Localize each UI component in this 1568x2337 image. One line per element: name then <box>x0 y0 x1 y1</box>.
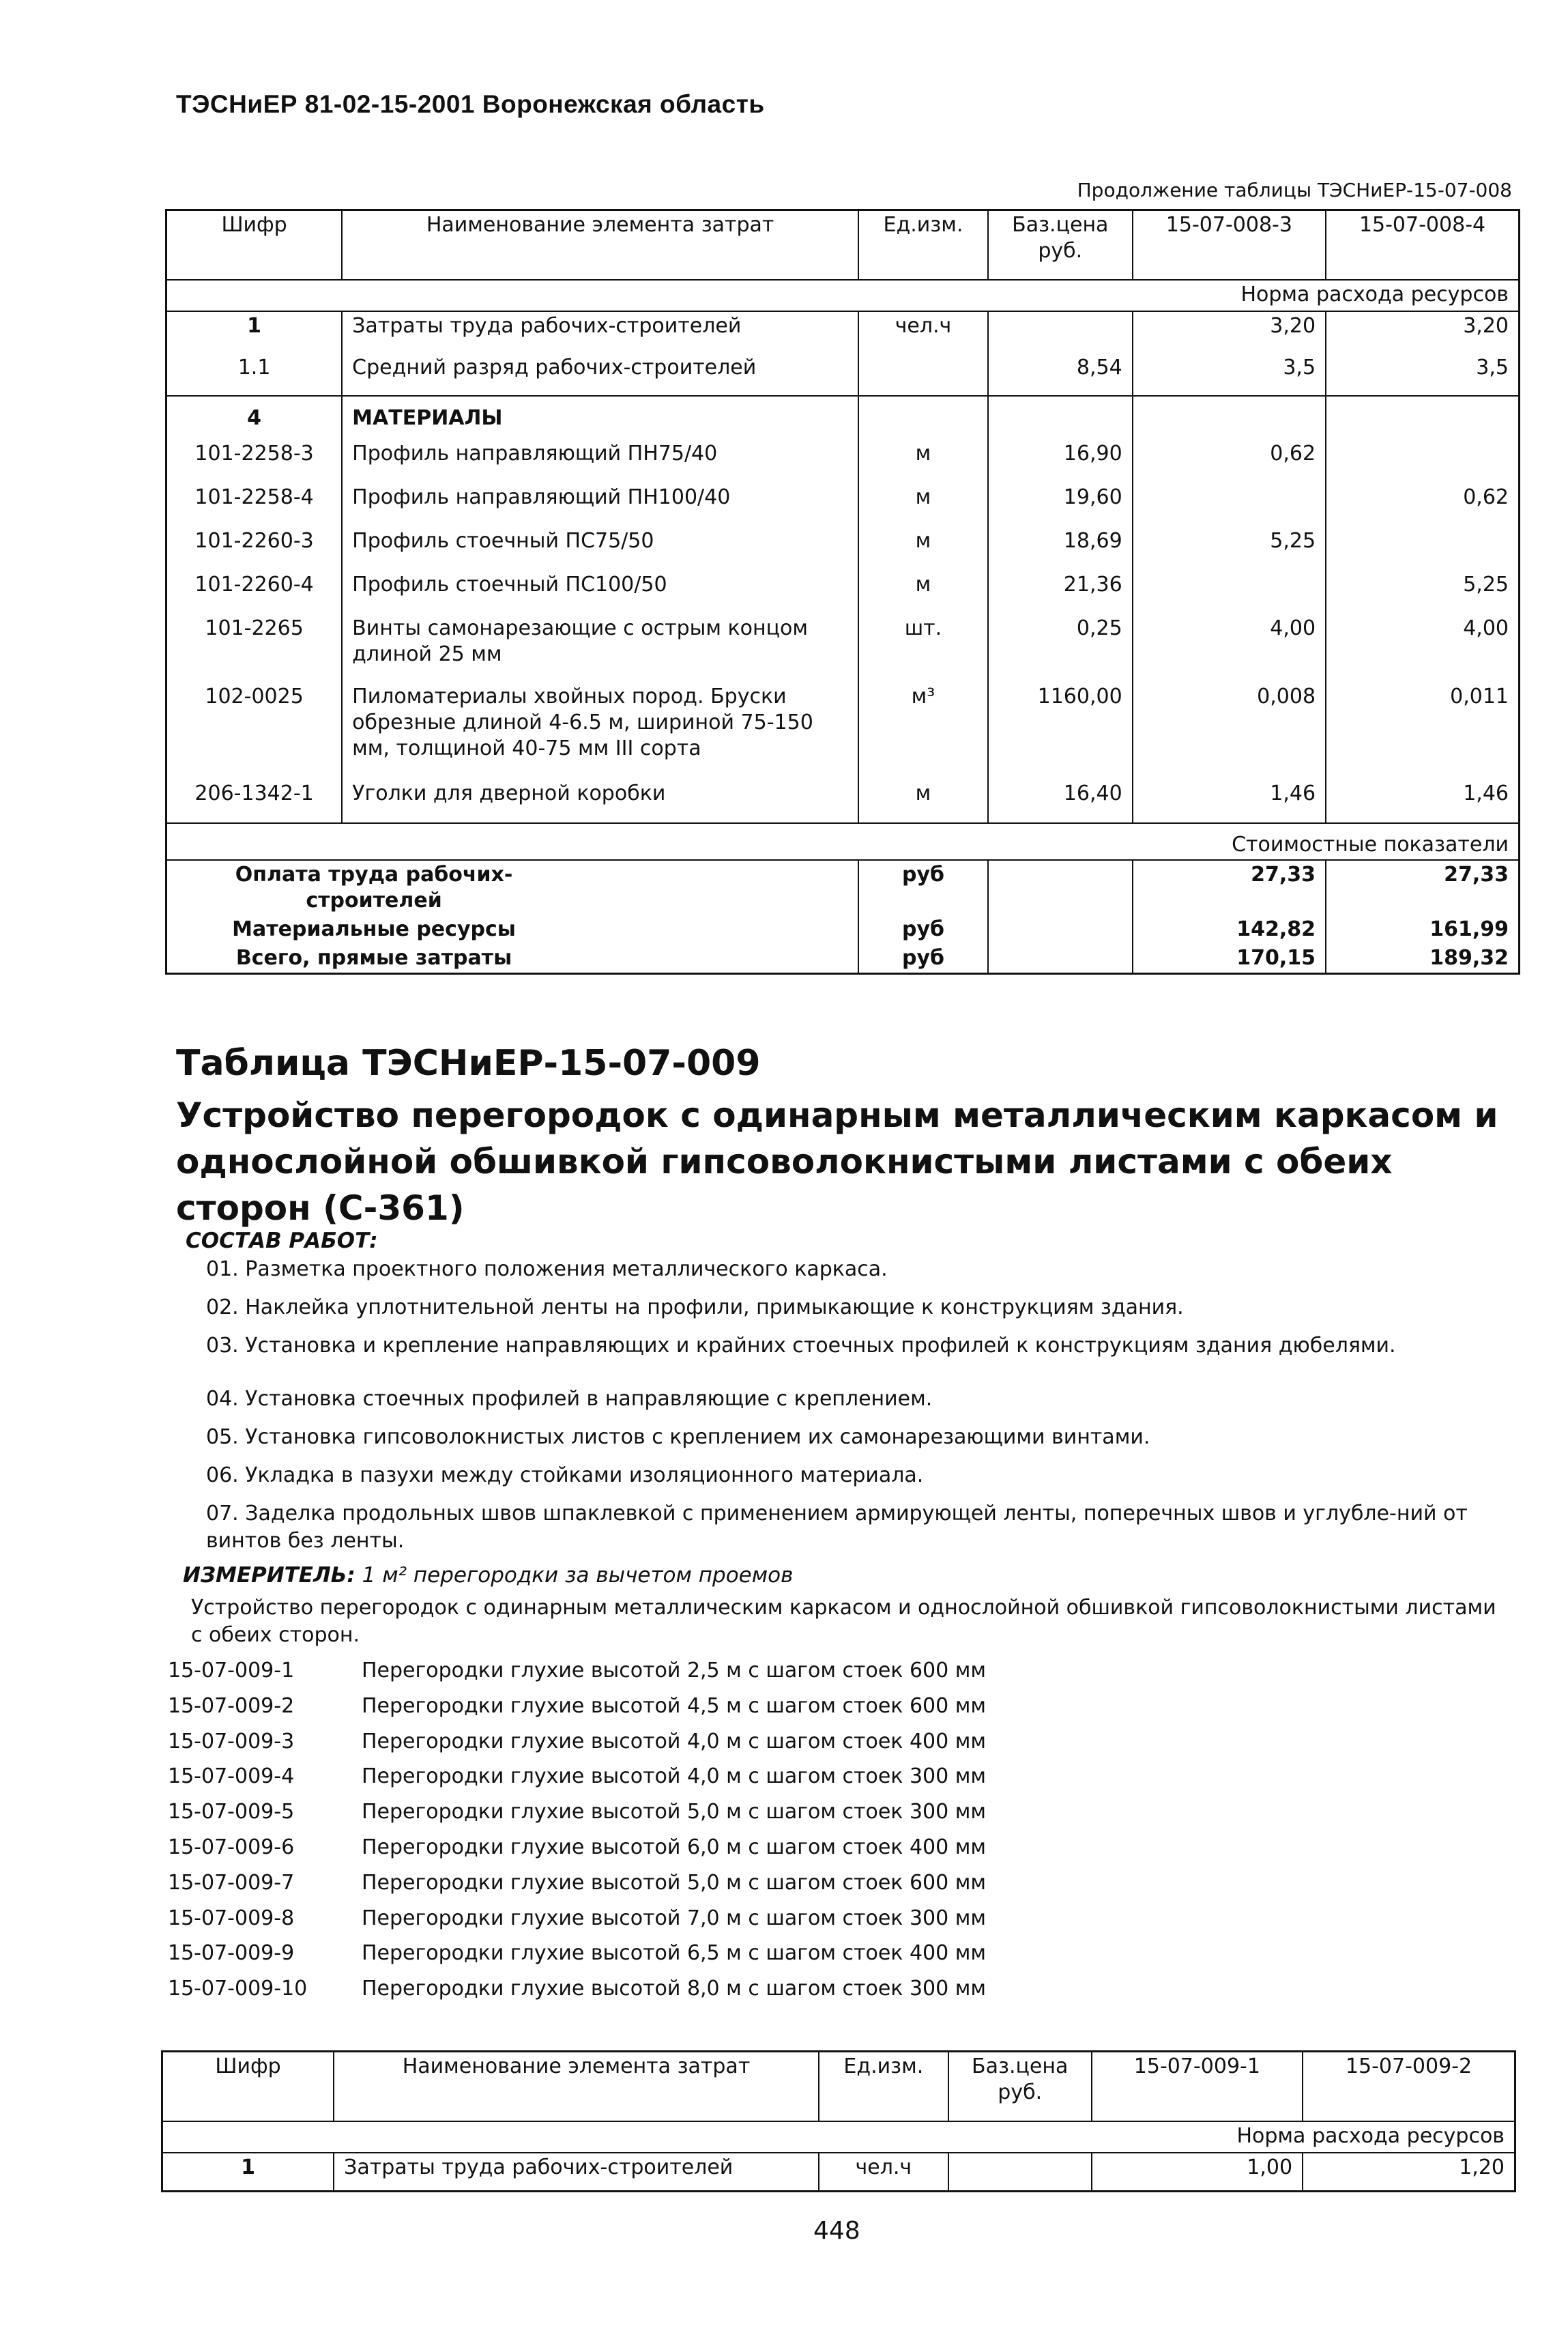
item-text: Перегородки глухие высотой 5,0 м с шагом стоек 600 мм <box>362 1870 986 1895</box>
total-name: Оплата труда рабочих-строителей <box>166 860 859 915</box>
cell-value: 0,62 <box>1326 483 1519 527</box>
cell-value: 5,25 <box>1133 527 1326 571</box>
cell-value: 1,20 <box>1303 2153 1515 2191</box>
section-title: МАТЕРИАЛЫ <box>342 396 858 440</box>
item-text: Перегородки глухие высотой 4,0 м с шагом стоек 300 мм <box>362 1764 986 1789</box>
header-cell: Шифр <box>162 2052 334 2122</box>
cell-value: 3,5 <box>1326 354 1519 396</box>
list-item <box>168 1694 986 1730</box>
cell-value: 0,011 <box>1326 683 1519 779</box>
cell-name: Затраты труда рабочих-строителей <box>342 311 858 354</box>
work-item: 06. Укладка в пазухи между стойками изоляционного материала. <box>206 1463 924 1487</box>
cell-price: 16,40 <box>988 779 1133 823</box>
cell-unit: м <box>858 779 988 823</box>
table-subtitle: Устройство перегородок с одинарным металлическим каркасом и однослойной обшивкой гипсоволокнистыми листами с обеих сторон (С-361) <box>176 1095 1498 1228</box>
table-row <box>166 683 1520 779</box>
item-code: 15-07-009-8 <box>168 1906 295 1930</box>
cell-unit: м <box>858 440 988 483</box>
page-number: 448 <box>813 2217 860 2245</box>
cell-value: 189,32 <box>1326 944 1519 974</box>
page-header: ТЭСНиЕР 81-02-15-2001 Воронежская область <box>176 90 765 118</box>
cell-name: Винты самонарезающие с острым концом длиной 25 мм <box>342 614 858 683</box>
cell-code: 101-2258-4 <box>166 483 343 527</box>
list-item <box>168 1871 986 1906</box>
table-row <box>166 527 1520 571</box>
item-code: 15-07-009-4 <box>168 1764 295 1789</box>
cell-value: 142,82 <box>1133 915 1326 944</box>
cell-value <box>1133 483 1326 527</box>
cell-unit <box>858 354 988 396</box>
work-item: 04. Установка стоечных профилей в направляющие с креплением. <box>206 1387 933 1411</box>
item-text: Перегородки глухие высотой 6,5 м с шагом стоек 400 мм <box>362 1941 986 1966</box>
work-item: 07. Заделка продольных швов шпаклевкой с применением армирующей ленты, поперечных швов и углубле-ний от винтов без ленты. <box>206 1502 1468 1553</box>
description: Устройство перегородок с одинарным металлическим каркасом и однослойной обшивкой гипсоволокнистыми листами с обеих сторон. <box>191 1596 1496 1647</box>
cell-name: Пиломатериалы хвойных пород. Бруски обрезные длиной 4-6.5 м, шириной 75-150 мм, толщиной 40-75 мм III сорта <box>342 683 858 779</box>
table-row <box>162 2153 1515 2191</box>
table-row <box>166 311 1520 354</box>
header-cell: Баз.цена руб. <box>988 210 1133 281</box>
cell-value: 4,00 <box>1133 614 1326 683</box>
cell-value: 27,33 <box>1326 860 1519 915</box>
norm-label: Норма расхода ресурсов <box>166 280 1520 311</box>
cell-name: Профиль стоечный ПС100/50 <box>342 571 858 614</box>
cost-label: Стоимостные показатели <box>166 823 1520 860</box>
total-name: Всего, прямые затраты <box>166 944 859 974</box>
item-list <box>168 1659 986 2012</box>
header-cell: Ед.изм. <box>819 2052 948 2122</box>
cell-price: 16,90 <box>988 440 1133 483</box>
cell-unit: м <box>858 527 988 571</box>
cell-unit: м <box>858 483 988 527</box>
work-item: 03. Установка и крепление направляющих и крайних стоечных профилей к конструкциям здания дюбелями. <box>206 1334 1396 1358</box>
item-code: 15-07-009-5 <box>168 1800 295 1824</box>
list-item <box>168 1906 986 1942</box>
cell-price: 21,36 <box>988 571 1133 614</box>
cell-unit: м³ <box>858 683 988 779</box>
cell-unit: руб <box>858 944 988 974</box>
cell-name: Профиль направляющий ПН75/40 <box>342 440 858 483</box>
list-item <box>168 1764 986 1800</box>
total-name: Материальные ресурсы <box>166 915 859 944</box>
cell-value: 0,008 <box>1133 683 1326 779</box>
cell-code: 101-2265 <box>166 614 343 683</box>
cell-code: 1.1 <box>166 354 343 396</box>
table-row <box>166 571 1520 614</box>
total-row <box>166 860 1520 915</box>
cell-value: 1,46 <box>1133 779 1326 823</box>
cell-value <box>1326 527 1519 571</box>
item-text: Перегородки глухие высотой 2,5 м с шагом стоек 600 мм <box>362 1659 986 1682</box>
cell-unit: чел.ч <box>858 311 988 354</box>
table-header-row <box>162 2052 1515 2122</box>
list-item <box>168 1659 986 1694</box>
cell-value: 161,99 <box>1326 915 1519 944</box>
item-code: 15-07-009-3 <box>168 1729 295 1753</box>
norm-label: Норма расхода ресурсов <box>162 2121 1515 2153</box>
header-cell: Наименование элемента затрат <box>342 210 858 281</box>
section-row <box>166 396 1520 440</box>
cell-value: 170,15 <box>1133 944 1326 974</box>
cell-unit: руб <box>858 860 988 915</box>
cell-code: 102-0025 <box>166 683 343 779</box>
cell-code: 4 <box>166 396 343 440</box>
cell-value: 4,00 <box>1326 614 1519 683</box>
cell-name: Затраты труда рабочих-строителей <box>334 2153 819 2191</box>
works-label: СОСТАВ РАБОТ: <box>186 1229 378 1253</box>
item-code: 15-07-009-1 <box>168 1659 295 1682</box>
measure-text: 1 м² перегородки за вычетом проемов <box>355 1563 794 1588</box>
cell-code: 1 <box>166 311 343 354</box>
cell-value: 3,5 <box>1133 354 1326 396</box>
cell-unit: чел.ч <box>819 2153 948 2191</box>
cell-value: 0,62 <box>1133 440 1326 483</box>
cell-value <box>1133 571 1326 614</box>
resource-table-15-07-009 <box>161 2050 1516 2192</box>
header-cell: Ед.изм. <box>858 210 988 281</box>
table-row <box>166 614 1520 683</box>
cell-name: Средний разряд рабочих-строителей <box>342 354 858 396</box>
measure-label: ИЗМЕРИТЕЛЬ: <box>183 1563 355 1588</box>
measure-line <box>183 1563 793 1588</box>
cell-code: 101-2258-3 <box>166 440 343 483</box>
cell-name: Профиль стоечный ПС75/50 <box>342 527 858 571</box>
cell-price: 1160,00 <box>988 683 1133 779</box>
table-row <box>166 779 1520 823</box>
item-code: 15-07-009-10 <box>168 1977 308 2001</box>
item-text: Перегородки глухие высотой 8,0 м с шагом стоек 300 мм <box>362 1977 986 2001</box>
cell-unit: м <box>858 571 988 614</box>
cell-value: 5,25 <box>1326 571 1519 614</box>
cell-price: 19,60 <box>988 483 1133 527</box>
header-cell: 15-07-009-1 <box>1092 2052 1303 2122</box>
header-cell: 15-07-008-4 <box>1326 210 1519 281</box>
list-item <box>168 1800 986 1835</box>
item-text: Перегородки глухие высотой 4,5 м с шагом стоек 600 мм <box>362 1693 986 1718</box>
total-row <box>166 944 1520 974</box>
cell-price: 18,69 <box>988 527 1133 571</box>
cell-value: 27,33 <box>1133 860 1326 915</box>
list-item <box>168 1835 986 1871</box>
header-cell: Шифр <box>166 210 343 281</box>
cell-value: 3,20 <box>1133 311 1326 354</box>
table-title: Таблица ТЭСНиЕР-15-07-009 <box>176 1043 761 1084</box>
cell-unit: шт. <box>858 614 988 683</box>
table-continuation-label: Продолжение таблицы ТЭСНиЕР-15-07-008 <box>1077 179 1512 201</box>
header-cell: 15-07-009-2 <box>1303 2052 1515 2122</box>
cell-name: Профиль направляющий ПН100/40 <box>342 483 858 527</box>
item-text: Перегородки глухие высотой 7,0 м с шагом стоек 300 мм <box>362 1906 986 1930</box>
work-item: 02. Наклейка уплотнительной ленты на профили, примыкающие к конструкциям здания. <box>206 1295 1184 1319</box>
work-item: 05. Установка гипсоволокнистых листов с креплением их самонарезающими винтами. <box>206 1425 1150 1449</box>
cell-price <box>948 2153 1092 2191</box>
cell-unit: руб <box>858 915 988 944</box>
resource-table-15-07-008 <box>165 209 1520 975</box>
cell-value <box>1326 440 1519 483</box>
list-item <box>168 1977 986 2012</box>
cell-value: 1,00 <box>1092 2153 1303 2191</box>
list-item <box>168 1730 986 1765</box>
works-list <box>206 1256 1502 1566</box>
table-row <box>166 354 1520 396</box>
cell-code: 101-2260-3 <box>166 527 343 571</box>
cell-price <box>988 311 1133 354</box>
item-code: 15-07-009-6 <box>168 1835 295 1859</box>
header-cell: Баз.цена руб. <box>948 2052 1092 2122</box>
cell-value: 3,20 <box>1326 311 1519 354</box>
work-item: 01. Разметка проектного положения металлического каркаса. <box>206 1257 888 1281</box>
cell-name: Уголки для дверной коробки <box>342 779 858 823</box>
item-code: 15-07-009-9 <box>168 1941 295 1966</box>
table-row <box>166 440 1520 483</box>
cell-value: 1,46 <box>1326 779 1519 823</box>
item-text: Перегородки глухие высотой 4,0 м с шагом стоек 400 мм <box>362 1729 986 1753</box>
item-code: 15-07-009-7 <box>168 1870 295 1895</box>
cell-code: 101-2260-4 <box>166 571 343 614</box>
list-item <box>168 1941 986 1977</box>
item-text: Перегородки глухие высотой 5,0 м с шагом стоек 300 мм <box>362 1800 986 1824</box>
item-text: Перегородки глухие высотой 6,0 м с шагом стоек 400 мм <box>362 1835 986 1859</box>
table-header-row <box>166 210 1520 281</box>
header-cell: Наименование элемента затрат <box>334 2052 819 2122</box>
header-cell: 15-07-008-3 <box>1133 210 1326 281</box>
item-code: 15-07-009-2 <box>168 1693 295 1718</box>
total-row <box>166 915 1520 944</box>
cell-price: 8,54 <box>988 354 1133 396</box>
cell-price: 0,25 <box>988 614 1133 683</box>
table-row <box>166 483 1520 527</box>
cell-code: 206-1342-1 <box>166 779 343 823</box>
cell-code: 1 <box>162 2153 334 2191</box>
